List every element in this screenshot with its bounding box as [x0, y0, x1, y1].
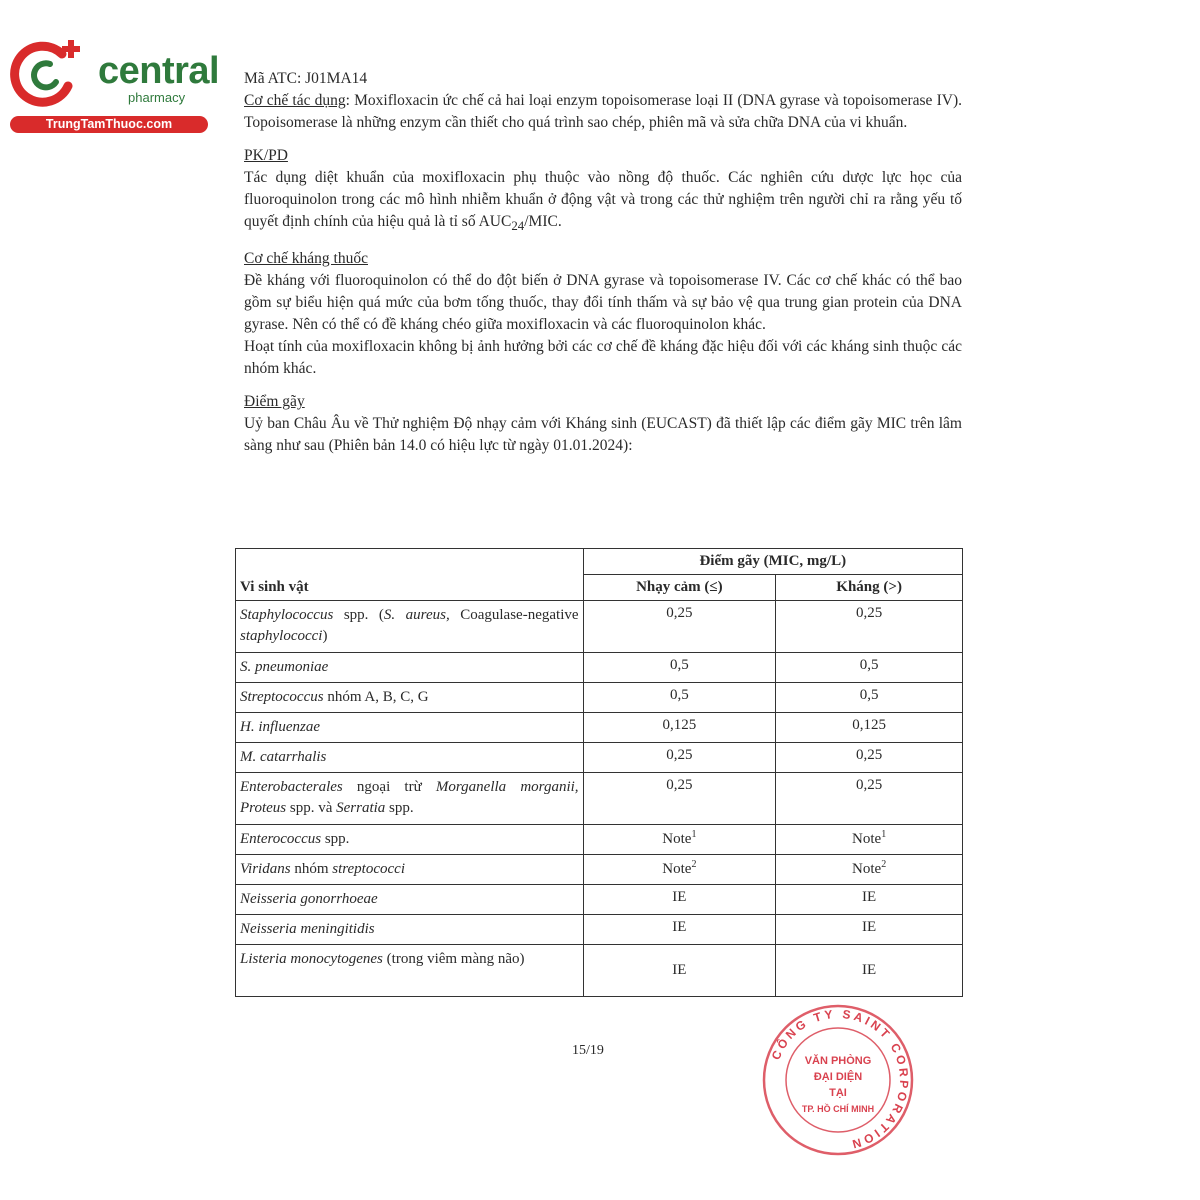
document-body — [244, 68, 962, 457]
table-row — [236, 915, 963, 945]
organism-cell: H. influenzae — [236, 713, 584, 743]
organism-cell: Neisseria gonorrhoeae — [236, 885, 584, 915]
resistant-cell: 0,25 — [776, 773, 963, 825]
mechanism-title: Cơ chế tác dụng — [244, 92, 346, 109]
resistant-cell: 0,25 — [776, 743, 963, 773]
organism-cell: Staphylococcus spp. (S. aureus, Coagulase-negative staphylococci) — [236, 601, 584, 653]
logo-mark-icon — [10, 38, 92, 110]
susceptible-cell: 0,25 — [583, 773, 776, 825]
susceptible-cell: 0,5 — [583, 683, 776, 713]
brand-name: central — [98, 50, 220, 92]
col-organism: Vi sinh vật — [236, 549, 584, 601]
svg-text:ĐẠI DIỆN: ĐẠI DIỆN — [813, 1071, 863, 1083]
susceptible-cell: Note$^2$ — [583, 855, 776, 885]
organism-cell: Enterococcus spp. — [236, 825, 584, 855]
mechanism-text: : Moxifloxacin ức chế cả hai loại enzym topoisomerase loại II (DNA gyrase và topoisomerase IV). Topoisomerase là những enzym cần thiết cho quá trình sao chép, phiên mã và sửa chữa DNA của vi khuẩn. — [244, 92, 962, 131]
table-row — [236, 683, 963, 713]
svg-text:TP. HỒ CHÍ MINH: TP. HỒ CHÍ MINH — [801, 1104, 875, 1114]
col-resistant: Kháng (>) — [776, 575, 963, 601]
table-row — [236, 601, 963, 653]
table-row — [236, 653, 963, 683]
resistant-cell: 0,25 — [776, 601, 963, 653]
organism-cell: Enterobacterales ngoại trừ Morganella morganii, Proteus spp. và Serratia spp. — [236, 773, 584, 825]
table-row — [236, 713, 963, 743]
pkpd-title: PK/PD — [244, 147, 288, 164]
resistant-cell: IE — [776, 945, 963, 997]
susceptible-cell: IE — [583, 915, 776, 945]
table-row — [236, 743, 963, 773]
organism-cell: Listeria monocytogenes (trong viêm màng não) — [236, 945, 584, 997]
resistance-title: Cơ chế kháng thuốc — [244, 250, 368, 268]
susceptible-cell: 0,25 — [583, 601, 776, 653]
svg-text:TẠI: TẠI — [829, 1087, 847, 1099]
organism-cell: Streptococcus nhóm A, B, C, G — [236, 683, 584, 713]
susceptible-cell: IE — [583, 945, 776, 997]
company-stamp — [758, 1000, 918, 1160]
resistant-cell: 0,5 — [776, 653, 963, 683]
col-susceptible: Nhạy cảm (≤) — [583, 575, 776, 601]
table-row — [236, 773, 963, 825]
table-row — [236, 885, 963, 915]
svg-text:CÔNG TY SAINT CORPORATION: CÔNG TY SAINT CORPORATION — [768, 1006, 912, 1152]
susceptible-cell: IE — [583, 885, 776, 915]
resistant-cell: 0,125 — [776, 713, 963, 743]
breakpoint-title: Điểm gãy — [244, 393, 305, 411]
organism-cell: Neisseria meningitidis — [236, 915, 584, 945]
brand-logo — [10, 38, 220, 138]
susceptible-cell: Note$^1$ — [583, 825, 776, 855]
susceptible-cell: 0,125 — [583, 713, 776, 743]
svg-text:VĂN PHÒNG: VĂN PHÒNG — [804, 1055, 872, 1067]
brand-url: TrungTamThuoc.com — [10, 116, 208, 133]
mechanism-paragraph — [244, 90, 962, 134]
resistant-cell: IE — [776, 885, 963, 915]
pkpd-text-b: /MIC. — [524, 213, 562, 230]
organism-cell: Viridans nhóm streptococci — [236, 855, 584, 885]
resistant-cell: Note$^2$ — [776, 855, 963, 885]
organism-cell: S. pneumoniae — [236, 653, 584, 683]
table-row — [236, 945, 963, 997]
atc-code: Mã ATC: J01MA14 — [244, 70, 368, 87]
col-group-breakpoint: Điểm gãy (MIC, mg/L) — [583, 549, 962, 575]
page-number: 15/19 — [572, 1043, 604, 1058]
pkpd-text-a: Tác dụng diệt khuẩn của moxifloxacin phụ thuộc vào nồng độ thuốc. Các nghiên cứu dược lực học của fluoroquinolon trong các mô hình nhiễm khuẩn ở động vật và trong các thử nghiệm trên người chỉ ra rằng yếu tố quyết định chính của hiệu quả là tỉ số AUC — [244, 169, 962, 230]
resistant-cell: IE — [776, 915, 963, 945]
susceptible-cell: 0,25 — [583, 743, 776, 773]
susceptible-cell: 0,5 — [583, 653, 776, 683]
breakpoint-text: Uỷ ban Châu Âu về Thử nghiệm Độ nhạy cảm với Kháng sinh (EUCAST) đã thiết lập các điểm gãy MIC trên lâm sàng như sau (Phiên bản 14.0 có hiệu lực từ ngày 01.01.2024): — [244, 415, 962, 455]
stamp-seal-icon — [758, 1000, 918, 1160]
resistant-cell: 0,5 — [776, 683, 963, 713]
resistance-text-1: Đề kháng với fluoroquinolon có thể do đột biến ở DNA gyrase và topoisomerase IV. Các cơ chế khác có thể bao gồm sự biểu hiện quá mức của bơm tống thuốc, thay đổi tính thấm và sự bảo vệ qua trung gian protein của DNA gyrase. Nên có thể có đề kháng chéo giữa moxifloxacin và các fluoroquinolon khác. — [244, 272, 962, 334]
organism-cell: M. catarrhalis — [236, 743, 584, 773]
table-row — [236, 825, 963, 855]
breakpoint-table — [235, 548, 963, 997]
resistance-text-2: Hoạt tính của moxifloxacin không bị ảnh hưởng bởi các cơ chế đề kháng đặc hiệu đối với các kháng sinh thuộc các nhóm khác. — [244, 338, 962, 378]
pkpd-text — [244, 167, 962, 237]
brand-sub: pharmacy — [128, 90, 186, 105]
pkpd-sub: 24 — [511, 218, 525, 234]
table-row — [236, 855, 963, 885]
resistant-cell: Note$^1$ — [776, 825, 963, 855]
table-header-row — [236, 549, 963, 575]
